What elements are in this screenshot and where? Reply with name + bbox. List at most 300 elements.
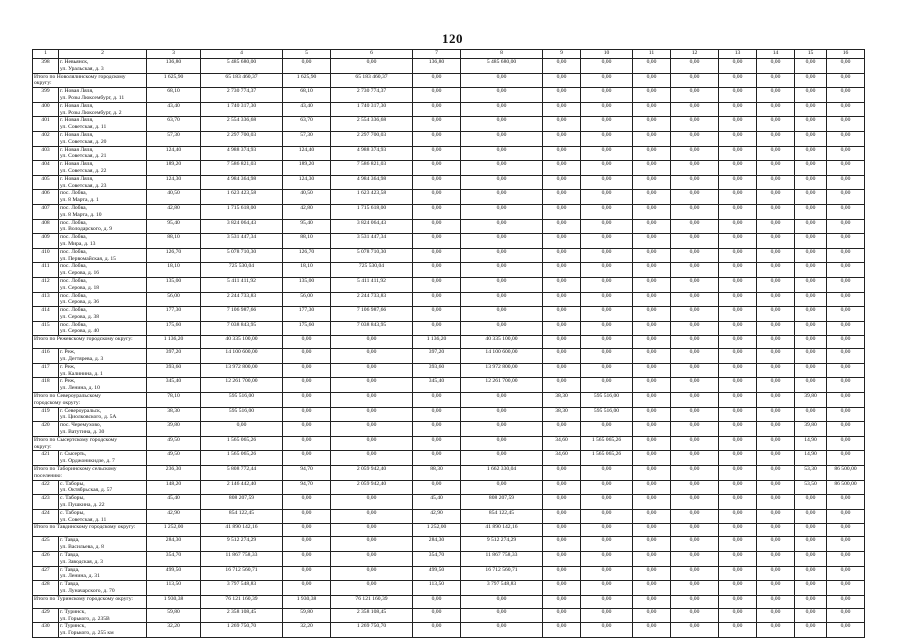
- value-cell: 9 512 274,29: [461, 537, 543, 552]
- value-cell: 0,00: [827, 524, 865, 537]
- value-cell: 42,90: [413, 509, 461, 524]
- value-cell: 0,00: [413, 117, 461, 132]
- row-number: 413: [33, 292, 59, 307]
- table-row: [33, 451, 865, 466]
- value-cell: 0,00: [543, 336, 581, 349]
- value-cell: 57,30: [147, 131, 201, 146]
- value-cell: 2 730 774,37: [331, 88, 413, 103]
- value-cell: 0,00: [331, 451, 413, 466]
- value-cell: 0,00: [795, 336, 827, 349]
- address-line: пос. Черемухово,: [60, 422, 102, 429]
- value-cell: 0,00: [827, 363, 865, 378]
- column-number: 7: [413, 50, 461, 59]
- value-cell: 0,00: [671, 581, 719, 596]
- value-cell: 0,00: [719, 524, 757, 537]
- address-street: ул. Октябрьская, д. 57: [60, 487, 113, 494]
- value-cell: 0,00: [671, 422, 719, 437]
- value-cell: 0,00: [757, 509, 795, 524]
- value-cell: 0,00: [413, 219, 461, 234]
- value-cell: 0,00: [543, 349, 581, 364]
- value-cell: 0,00: [827, 219, 865, 234]
- value-cell: 0,00: [719, 407, 757, 422]
- value-cell: 0,00: [581, 552, 633, 567]
- value-cell: 175,60: [147, 321, 201, 336]
- value-cell: 0,00: [283, 393, 331, 408]
- total-label: [33, 466, 147, 481]
- value-cell: 13 972 800,00: [201, 363, 283, 378]
- value-cell: 38,30: [543, 393, 581, 408]
- value-cell: 0,00: [543, 495, 581, 510]
- value-cell: 0,00: [757, 248, 795, 263]
- column-number: 4: [201, 50, 283, 59]
- value-cell: 124,30: [147, 175, 201, 190]
- value-cell: 0,00: [461, 307, 543, 322]
- value-cell: 0,00: [633, 378, 671, 393]
- value-cell: 0,00: [757, 566, 795, 581]
- value-cell: 0,00: [331, 552, 413, 567]
- value-cell: 0,00: [633, 393, 671, 408]
- total-label: [33, 73, 147, 88]
- value-cell: 59,80: [147, 608, 201, 623]
- table-row: [33, 566, 865, 581]
- value-cell: 0,00: [633, 131, 671, 146]
- total-row: [33, 393, 865, 408]
- value-cell: 0,00: [719, 321, 757, 336]
- value-cell: 499,50: [147, 566, 201, 581]
- row-number: 423: [33, 495, 59, 510]
- value-cell: 95,40: [147, 219, 201, 234]
- value-cell: 0,00: [331, 393, 413, 408]
- value-cell: 0,00: [543, 277, 581, 292]
- value-cell: 0,00: [827, 131, 865, 146]
- value-cell: 0,00: [461, 393, 543, 408]
- table-row: [33, 59, 865, 74]
- value-cell: 499,50: [413, 566, 461, 581]
- value-cell: 0,00: [331, 422, 413, 437]
- total-label: [33, 336, 147, 349]
- value-cell: 5 078 710,30: [331, 248, 413, 263]
- column-number: 12: [671, 50, 719, 59]
- value-cell: 14 100 600,00: [461, 349, 543, 364]
- value-cell: 0,00: [757, 349, 795, 364]
- value-cell: 0,00: [757, 524, 795, 537]
- value-cell: 41 890 142,16: [461, 524, 543, 537]
- value-cell: 1 625,90: [283, 73, 331, 88]
- value-cell: 595 516,00: [581, 407, 633, 422]
- value-cell: 126,70: [147, 248, 201, 263]
- column-number: 6: [331, 50, 413, 59]
- value-cell: 86 500,00: [827, 480, 865, 495]
- value-cell: 0,00: [543, 608, 581, 623]
- value-cell: 0,00: [283, 378, 331, 393]
- value-cell: 0,00: [461, 131, 543, 146]
- value-cell: 0,00: [581, 59, 633, 74]
- value-cell: 0,00: [581, 349, 633, 364]
- value-cell: 0,00: [827, 204, 865, 219]
- value-cell: 0,00: [283, 495, 331, 510]
- value-cell: 7 038 843,95: [331, 321, 413, 336]
- row-number: 420: [33, 422, 59, 437]
- value-cell: 43,40: [147, 102, 201, 117]
- value-cell: 0,00: [719, 248, 757, 263]
- address-line: пос. Лобва,: [60, 321, 87, 328]
- value-cell: 0,00: [719, 495, 757, 510]
- value-cell: 0,00: [827, 436, 865, 451]
- value-cell: 0,00: [671, 552, 719, 567]
- value-cell: 0,00: [543, 234, 581, 249]
- address-cell: [59, 623, 147, 638]
- table-row: [33, 117, 865, 132]
- address-street: ул. Советская, д. 11: [60, 516, 107, 523]
- value-cell: 0,00: [719, 595, 757, 608]
- table-row: [33, 131, 865, 146]
- value-cell: 0,00: [671, 495, 719, 510]
- value-cell: 2 554 336,68: [201, 117, 283, 132]
- value-cell: 345,40: [147, 378, 201, 393]
- value-cell: 0,00: [331, 524, 413, 537]
- table-body: [33, 50, 865, 638]
- table-row: [33, 378, 865, 393]
- value-cell: 397,20: [413, 349, 461, 364]
- value-cell: 0,00: [461, 248, 543, 263]
- address-line: г. Тавда,: [60, 581, 80, 588]
- row-number: 428: [33, 581, 59, 596]
- value-cell: 0,00: [671, 219, 719, 234]
- value-cell: 0,00: [283, 336, 331, 349]
- value-cell: 12 261 700,00: [461, 378, 543, 393]
- value-cell: 2 297 700,03: [201, 131, 283, 146]
- value-cell: 7 586 821,03: [331, 161, 413, 176]
- value-cell: 0,00: [413, 102, 461, 117]
- address-street: ул. Советская, д. 22: [60, 167, 107, 174]
- value-cell: 0,00: [671, 393, 719, 408]
- value-cell: 354,70: [413, 552, 461, 567]
- address-street: ул. Советская, д. 11: [60, 124, 107, 131]
- value-cell: 148,20: [147, 480, 201, 495]
- address-line: г. Новая Ляля,: [60, 102, 94, 109]
- total-row: [33, 336, 865, 349]
- value-cell: 76 121 160,39: [201, 595, 283, 608]
- value-cell: 0,00: [633, 190, 671, 205]
- value-cell: 0,00: [543, 161, 581, 176]
- value-cell: 0,00: [581, 336, 633, 349]
- value-cell: 88,30: [413, 466, 461, 481]
- value-cell: 0,00: [757, 307, 795, 322]
- value-cell: 0,00: [543, 509, 581, 524]
- value-cell: 0,00: [413, 190, 461, 205]
- value-cell: 0,00: [827, 393, 865, 408]
- value-cell: 0,00: [543, 422, 581, 437]
- value-cell: 65 183 460,37: [331, 73, 413, 88]
- column-number: 3: [147, 50, 201, 59]
- value-cell: 0,00: [795, 349, 827, 364]
- value-cell: 88,10: [283, 234, 331, 249]
- value-cell: 12 261 700,00: [201, 378, 283, 393]
- value-cell: 0,00: [633, 73, 671, 88]
- value-cell: 39,80: [147, 422, 201, 437]
- value-cell: 0,00: [719, 88, 757, 103]
- value-cell: 0,00: [413, 234, 461, 249]
- value-cell: 0,00: [757, 292, 795, 307]
- value-cell: 0,00: [543, 552, 581, 567]
- value-cell: 0,00: [581, 524, 633, 537]
- value-cell: 13 972 800,00: [461, 363, 543, 378]
- table-row: [33, 277, 865, 292]
- value-cell: 0,00: [671, 466, 719, 481]
- value-cell: 53,50: [795, 480, 827, 495]
- value-cell: 0,00: [719, 204, 757, 219]
- value-cell: 0,00: [671, 623, 719, 638]
- value-cell: 0,00: [757, 422, 795, 437]
- value-cell: 0,00: [543, 537, 581, 552]
- value-cell: 0,00: [671, 336, 719, 349]
- value-cell: 0,00: [827, 263, 865, 278]
- value-cell: 0,00: [671, 509, 719, 524]
- value-cell: 65 183 460,37: [201, 73, 283, 88]
- value-cell: 0,00: [413, 73, 461, 88]
- value-cell: 2 244 733,83: [331, 292, 413, 307]
- address-cell: [59, 349, 147, 364]
- value-cell: 0,00: [757, 73, 795, 88]
- value-cell: 0,00: [633, 204, 671, 219]
- value-cell: 0,00: [543, 263, 581, 278]
- value-cell: 0,00: [413, 407, 461, 422]
- table-row: [33, 161, 865, 176]
- value-cell: 135,00: [147, 277, 201, 292]
- value-cell: 0,00: [671, 248, 719, 263]
- value-cell: 0,00: [633, 349, 671, 364]
- total-label-line: Итого по Режевскому городскому округу:: [34, 336, 133, 343]
- value-cell: 1 252,00: [147, 524, 201, 537]
- column-number-row: [33, 50, 865, 59]
- value-cell: 0,00: [331, 566, 413, 581]
- total-row: [33, 466, 865, 481]
- table-row: [33, 608, 865, 623]
- value-cell: 0,00: [827, 321, 865, 336]
- value-cell: 0,00: [461, 219, 543, 234]
- table-row: [33, 363, 865, 378]
- address-line: пос. Лобва,: [60, 248, 87, 255]
- value-cell: 0,00: [795, 102, 827, 117]
- row-number: 406: [33, 190, 59, 205]
- value-cell: 0,00: [581, 321, 633, 336]
- value-cell: 0,00: [795, 566, 827, 581]
- address-line: г. Реж,: [60, 378, 76, 385]
- value-cell: 3 797 548,83: [201, 581, 283, 596]
- value-cell: 0,00: [757, 407, 795, 422]
- table-row: [33, 321, 865, 336]
- value-cell: 0,00: [719, 566, 757, 581]
- address-street: ул. Горького, д. 235В: [60, 615, 110, 622]
- value-cell: 113,50: [413, 581, 461, 596]
- value-cell: 0,00: [633, 623, 671, 638]
- value-cell: 854 122,45: [461, 509, 543, 524]
- address-line: пос. Лобва,: [60, 307, 87, 314]
- value-cell: 0,00: [581, 190, 633, 205]
- value-cell: 2 244 733,83: [201, 292, 283, 307]
- total-row: [33, 73, 865, 88]
- value-cell: 0,00: [413, 595, 461, 608]
- address-line: г. Новая Ляля,: [60, 175, 94, 182]
- value-cell: 0,00: [581, 566, 633, 581]
- address-line: г. Невьянск,: [60, 59, 89, 65]
- value-cell: 0,00: [827, 509, 865, 524]
- value-cell: 1 269 750,70: [201, 623, 283, 638]
- value-cell: 0,00: [543, 566, 581, 581]
- value-cell: 0,00: [283, 349, 331, 364]
- value-cell: 0,00: [413, 204, 461, 219]
- total-label-line: Итого по Тавдинскому городскому округу:: [34, 524, 136, 531]
- value-cell: 0,00: [795, 581, 827, 596]
- value-cell: 0,00: [581, 277, 633, 292]
- value-cell: 18,10: [147, 263, 201, 278]
- value-cell: 854 122,45: [201, 509, 283, 524]
- total-label: [33, 595, 147, 608]
- value-cell: 0,00: [633, 277, 671, 292]
- address-line: г. Туринск,: [60, 623, 86, 630]
- value-cell: 0,00: [543, 321, 581, 336]
- value-cell: 0,00: [719, 73, 757, 88]
- value-cell: 0,00: [827, 336, 865, 349]
- address-line: г. Реж,: [60, 349, 76, 356]
- value-cell: 393,60: [147, 363, 201, 378]
- value-cell: 0,00: [283, 363, 331, 378]
- value-cell: 354,70: [147, 552, 201, 567]
- value-cell: 2 730 774,37: [201, 88, 283, 103]
- address-cell: [59, 451, 147, 466]
- value-cell: 0,00: [331, 363, 413, 378]
- value-cell: 1 930,38: [283, 595, 331, 608]
- value-cell: 16 712 560,71: [201, 566, 283, 581]
- value-cell: 0,00: [543, 102, 581, 117]
- column-number: 15: [795, 50, 827, 59]
- value-cell: 0,00: [671, 117, 719, 132]
- value-cell: 0,00: [719, 509, 757, 524]
- value-cell: 0,00: [795, 623, 827, 638]
- value-cell: 0,00: [757, 608, 795, 623]
- value-cell: 9 512 274,29: [201, 537, 283, 552]
- value-cell: 0,00: [795, 234, 827, 249]
- table-row: [33, 175, 865, 190]
- value-cell: 0,00: [795, 219, 827, 234]
- total-label-line: Итого по Туринскому городскому округу:: [34, 595, 133, 602]
- value-cell: 0,00: [633, 495, 671, 510]
- value-cell: 0,00: [719, 378, 757, 393]
- value-cell: 68,10: [147, 88, 201, 103]
- row-number: 424: [33, 509, 59, 524]
- value-cell: 0,00: [633, 524, 671, 537]
- value-cell: 94,70: [283, 466, 331, 481]
- value-cell: 0,00: [581, 608, 633, 623]
- value-cell: 0,00: [581, 263, 633, 278]
- row-number: 408: [33, 219, 59, 234]
- value-cell: 0,00: [827, 595, 865, 608]
- value-cell: 0,00: [719, 131, 757, 146]
- value-cell: 76 121 160,39: [331, 595, 413, 608]
- value-cell: 0,00: [633, 422, 671, 437]
- value-cell: 0,00: [719, 363, 757, 378]
- value-cell: 0,00: [633, 219, 671, 234]
- value-cell: 0,00: [543, 59, 581, 74]
- value-cell: 14,90: [795, 451, 827, 466]
- value-cell: 95,40: [283, 219, 331, 234]
- value-cell: 0,00: [827, 623, 865, 638]
- address-line: г. Новая Ляля,: [60, 146, 94, 153]
- address-cell: [59, 161, 147, 176]
- row-number: 425: [33, 537, 59, 552]
- address-street: ул. Советская, д. 21: [60, 153, 107, 160]
- address-street: ул. Пушкина, д. 22: [60, 502, 105, 509]
- column-number: 13: [719, 50, 757, 59]
- value-cell: 2 059 942,40: [331, 466, 413, 481]
- address-cell: [59, 131, 147, 146]
- row-number: 410: [33, 248, 59, 263]
- value-cell: 0,00: [719, 175, 757, 190]
- table-row: [33, 537, 865, 552]
- value-cell: 1 623 423,58: [201, 190, 283, 205]
- value-cell: 0,00: [461, 407, 543, 422]
- value-cell: 0,00: [719, 277, 757, 292]
- address-line: пос. Лобва,: [60, 263, 87, 270]
- value-cell: 0,00: [633, 466, 671, 481]
- value-cell: 0,00: [795, 292, 827, 307]
- value-cell: 0,00: [581, 537, 633, 552]
- address-cell: [59, 146, 147, 161]
- address-line: г. Новая Ляля,: [60, 131, 94, 138]
- value-cell: 126,70: [283, 248, 331, 263]
- value-cell: 0,00: [827, 307, 865, 322]
- address-cell: [59, 190, 147, 205]
- address-line: г. Новая Ляля,: [60, 88, 94, 95]
- value-cell: 0,00: [581, 292, 633, 307]
- value-cell: 0,00: [827, 161, 865, 176]
- value-cell: 0,00: [331, 378, 413, 393]
- address-street: ул. Заводская, д. 3: [60, 558, 103, 565]
- total-label-line2: поселению:: [34, 472, 62, 479]
- value-cell: 0,00: [671, 537, 719, 552]
- value-cell: 16 712 560,71: [461, 566, 543, 581]
- address-cell: [59, 204, 147, 219]
- value-cell: 0,00: [719, 161, 757, 176]
- table-row: [33, 190, 865, 205]
- value-cell: 5 411 411,92: [201, 277, 283, 292]
- value-cell: 0,00: [671, 234, 719, 249]
- value-cell: 0,00: [633, 248, 671, 263]
- value-cell: 43,40: [283, 102, 331, 117]
- value-cell: 2 554 336,68: [331, 117, 413, 132]
- value-cell: 0,00: [795, 595, 827, 608]
- value-cell: 0,00: [331, 336, 413, 349]
- value-cell: 0,00: [633, 146, 671, 161]
- value-cell: 42,90: [147, 509, 201, 524]
- address-cell: [59, 422, 147, 437]
- value-cell: 0,00: [413, 422, 461, 437]
- value-cell: 0,00: [543, 219, 581, 234]
- value-cell: 0,00: [543, 146, 581, 161]
- address-street: ул. Мира, д. 13: [60, 240, 96, 247]
- value-cell: 0,00: [671, 566, 719, 581]
- value-cell: 56,00: [283, 292, 331, 307]
- value-cell: 1 623 423,58: [331, 190, 413, 205]
- value-cell: 0,00: [795, 495, 827, 510]
- address-street: ул. Луначарского, д. 70: [60, 587, 115, 594]
- row-number: 401: [33, 117, 59, 132]
- value-cell: 0,00: [827, 248, 865, 263]
- value-cell: 0,00: [795, 59, 827, 74]
- address-street: ул. Серова, д. 18: [60, 284, 100, 291]
- address-line: с. Таборы,: [60, 495, 85, 502]
- value-cell: 0,00: [633, 234, 671, 249]
